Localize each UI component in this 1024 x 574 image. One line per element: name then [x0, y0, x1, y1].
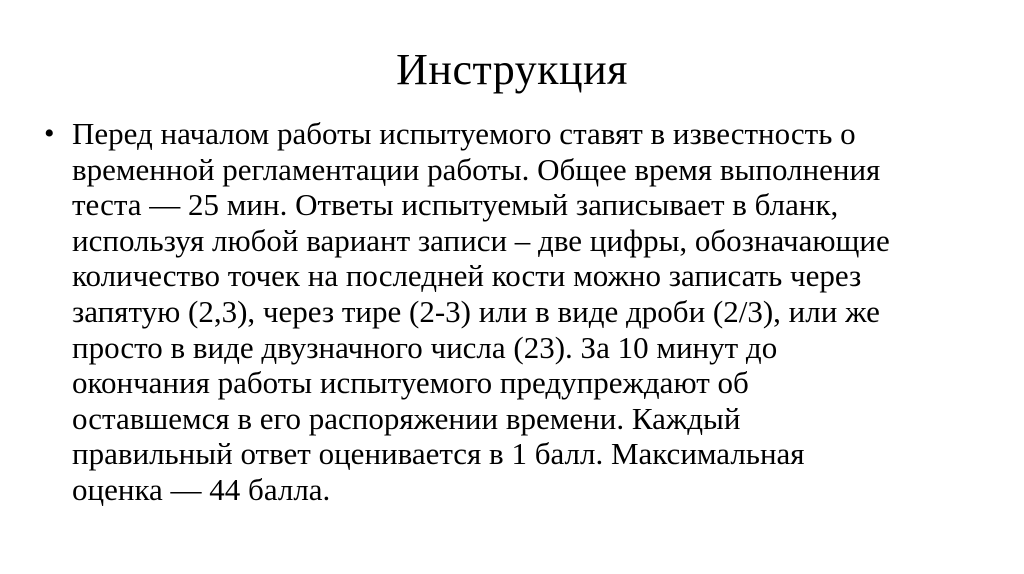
- paragraph-line: временной регламентации работы. Общее время выполнения: [72, 151, 881, 187]
- paragraph-line: просто в виде двузначного числа (23). За 10 минут до: [72, 329, 778, 365]
- paragraph-line: количество точек на последней кости можно записать через: [72, 258, 862, 294]
- bullet-dot-icon: •: [44, 117, 55, 150]
- paragraph-line: Перед началом работы испытуемого ставят в известность о: [72, 116, 856, 151]
- paragraph-line: окончания работы испытуемого предупреждают об: [72, 365, 749, 401]
- paragraph-line: оценка — 44 балла.: [72, 471, 331, 507]
- paragraph-line: оставшемся в его распоряжении времени. Каждый: [72, 400, 741, 436]
- paragraph-line: используя любой вариант записи – две цифры, обозначающие: [72, 222, 890, 258]
- paragraph-line: запятую (2,3), через тире (2-3) или в виде дроби (2/3), или же: [72, 293, 880, 329]
- bullet-item: [44, 116, 974, 508]
- instruction-paragraph: [72, 116, 974, 508]
- paragraph-line: теста — 25 мин. Ответы испытуемый записывает в бланк,: [72, 187, 839, 223]
- paragraph-line: правильный ответ оценивается в 1 балл. Максимальная: [72, 436, 805, 472]
- slide-title: Инструкция: [396, 45, 628, 94]
- slide-body: [44, 116, 974, 508]
